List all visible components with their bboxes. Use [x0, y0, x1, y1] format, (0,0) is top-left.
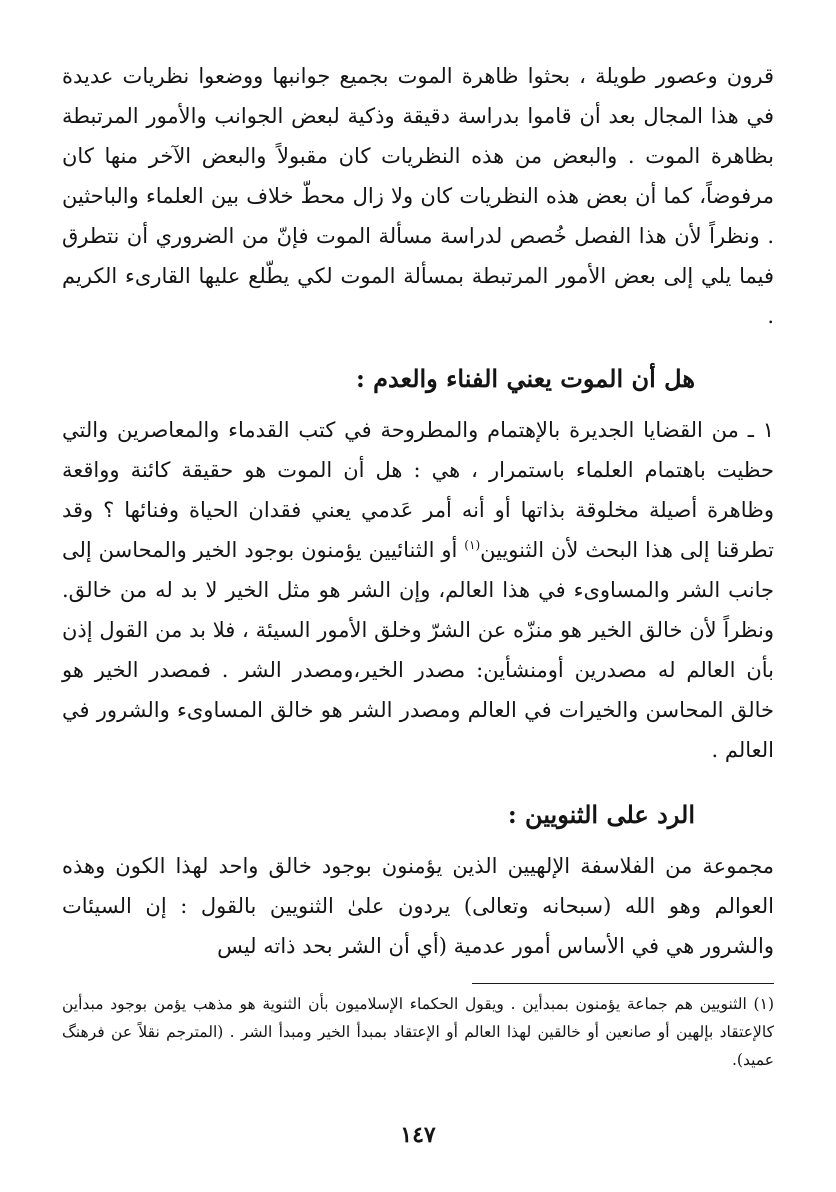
paragraph-2-text-before-note: ١ ـ من القضايا الجديرة بالإهتمام والمطروحة في كتب القدماء والمعاصرين والتي حظيت باهتمام العلماء باستمرار ، هي : هل أن الموت هو حقيقة كائنة وواقعة وظاهرة أصيلة مخلوقة بذاتها أو أنه أمر عَدمي يعني فقدان الحياة وفنائها ؟ وقد تطرقنا إلى هذا البحث لأن الثنويين — [62, 418, 774, 562]
body-paragraph-3: مجموعة من الفلاسفة الإلهيين الذين يؤمنون بوجود خالق واحد لهذا الكون وهذه العوالم وهو الله (سبحانه وتعالى) يردون علىٰ الثنويين بالقول : إن السيئات والشرور هي في الأساس أمور عدمية (أي أن الشر بحد ذاته ليس — [62, 854, 774, 958]
body-paragraph-2 — [62, 410, 774, 770]
paragraph-2-text-after-note: أو الثنائيين يؤمنون بوجود الخير والمحاسن إلى جانب الشر والمساوىء في هذا العالم، وإن الشر هو مثل الخير لا بد له من خالق. ونظراً لأن خالق الخير هو منزّه عن الشرّ وخلق الأمور السيئة ، فلا بد من القول إذن بأن العالم له مصدرين أومنشأين: مصدر الخير،ومصدر الشر . فمصدر الخير هو خالق المحاسن والخيرات في العالم ومصدر الشر هو خالق المساوىء والشرور في العالم . — [62, 538, 774, 762]
page-number: ١٤٧ — [400, 1122, 436, 1148]
footnote-reference-marker: (١) — [464, 538, 481, 552]
body-paragraph-1: قرون وعصور طويلة ، بحثوا ظاهرة الموت بجميع جوانبها ووضعوا نظريات عديدة في هذا المجال بعد أن قاموا بدراسة دقيقة وذكية لبعض الجوانب والأمور المرتبطة بظاهرة الموت . والبعض من هذه النظريات كان مقبولاً والبعض الآخر منها كان مرفوضاً، كما أن بعض هذه النظريات كان ولا زال محطّ خلاف بين العلماء والباحثين . ونظراً لأن هذا الفصل خُصص لدراسة مسألة الموت فإنّ من الضروري أن نتطرق فيما يلي إلى بعض الأمور المرتبطة بمسألة الموت لكي يطّلع عليها القارىء الكريم . — [62, 64, 774, 328]
footnote-text: (١) الثنويين هم جماعة يؤمنون بمبدأين . ويقول الحكماء الإسلاميون بأن الثنوية هو مذهب يؤمن بوجود مبدأين كالإعتقاد بإلهين أو صانعين أو خالقين لهذا العالم أو الإعتقاد بمبدأ الخير ومبدأ الشر . (المترجم نقلاً عن فرهنگ عميد). — [62, 995, 774, 1069]
section-heading-death-annihilation: هل أن الموت يعني الفناء والعدم : — [355, 364, 695, 393]
section-heading-reply-dualists: الرد على الثنويين : — [507, 800, 695, 829]
footnote-separator-rule — [472, 983, 774, 984]
